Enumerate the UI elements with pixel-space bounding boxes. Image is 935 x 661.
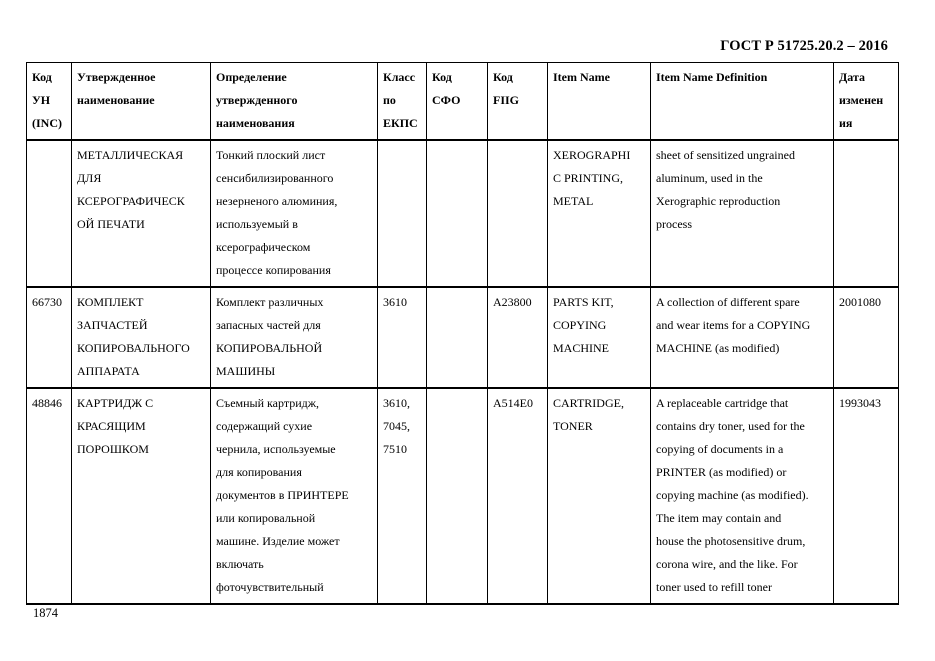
column-header-change-date: Дата изменен ия bbox=[834, 63, 899, 141]
cell-ekps-class bbox=[378, 140, 427, 287]
cell-name-definition: Комплект различных запасных частей для КОПИРОВАЛЬНОЙ МАШИНЫ bbox=[211, 287, 378, 388]
column-header-inc: Код УН (INC) bbox=[27, 63, 72, 141]
catalog-table bbox=[26, 62, 899, 605]
cell-inc: 48846 bbox=[27, 388, 72, 604]
cell-ekps-class: 3610, 7045, 7510 bbox=[378, 388, 427, 604]
cell-change-date: 1993043 bbox=[834, 388, 899, 604]
cell-item-name-definition: sheet of sensitized ungrained aluminum, used in the Xerographic reproduction process bbox=[651, 140, 834, 287]
table-header-row bbox=[27, 63, 899, 141]
cell-approved-name: МЕТАЛЛИЧЕСКАЯ ДЛЯ КСЕРОГРАФИЧЕСК ОЙ ПЕЧАТИ bbox=[72, 140, 211, 287]
cell-approved-name: КАРТРИДЖ С КРАСЯЩИМ ПОРОШКОМ bbox=[72, 388, 211, 604]
cell-inc: 66730 bbox=[27, 287, 72, 388]
cell-item-name: CARTRIDGE, TONER bbox=[548, 388, 651, 604]
column-header-sfo-code: Код СФО bbox=[427, 63, 488, 141]
column-header-approved-name: Утвержденное наименование bbox=[72, 63, 211, 141]
page-number: 1874 bbox=[33, 606, 58, 620]
cell-approved-name: КОМПЛЕКТ ЗАПЧАСТЕЙ КОПИРОВАЛЬНОГО АППАРАТА bbox=[72, 287, 211, 388]
column-header-name-definition: Определение утвержденного наименования bbox=[211, 63, 378, 141]
cell-item-name: PARTS KIT, COPYING MACHINE bbox=[548, 287, 651, 388]
cell-sfo-code bbox=[427, 140, 488, 287]
cell-item-name: XEROGRAPHI C PRINTING, METAL bbox=[548, 140, 651, 287]
cell-item-name-definition: A collection of different spare and wear items for a COPYING MACHINE (as modified) bbox=[651, 287, 834, 388]
cell-sfo-code bbox=[427, 388, 488, 604]
table-row bbox=[27, 287, 899, 388]
cell-fiig-code bbox=[488, 140, 548, 287]
table-row bbox=[27, 140, 899, 287]
document-standard-header: ГОСТ Р 51725.20.2 – 2016 bbox=[720, 38, 888, 54]
cell-inc bbox=[27, 140, 72, 287]
cell-sfo-code bbox=[427, 287, 488, 388]
cell-ekps-class: 3610 bbox=[378, 287, 427, 388]
table-row bbox=[27, 388, 899, 604]
cell-change-date: 2001080 bbox=[834, 287, 899, 388]
column-header-ekps-class: Класс по ЕКПС bbox=[378, 63, 427, 141]
column-header-item-name-definition: Item Name Definition bbox=[651, 63, 834, 141]
column-header-fiig-code: Код FIIG bbox=[488, 63, 548, 141]
cell-name-definition: Съемный картридж, содержащий сухие чернила, используемые для копирования документов в ПРИНТЕРЕ или копировальной машине. Изделие может включать фоточувствительный bbox=[211, 388, 378, 604]
cell-item-name-definition: A replaceable cartridge that contains dry toner, used for the copying of documents in a PRINTER (as modified) or copying machine (as modified). The item may contain and house the photosensitive drum, corona wire, and the like. For toner used to refill toner bbox=[651, 388, 834, 604]
column-header-item-name: Item Name bbox=[548, 63, 651, 141]
cell-fiig-code: A514E0 bbox=[488, 388, 548, 604]
cell-fiig-code: A23800 bbox=[488, 287, 548, 388]
cell-name-definition: Тонкий плоский лист сенсибилизированного незерненого алюминия, используемый в ксерографическом процессе копирования bbox=[211, 140, 378, 287]
cell-change-date bbox=[834, 140, 899, 287]
